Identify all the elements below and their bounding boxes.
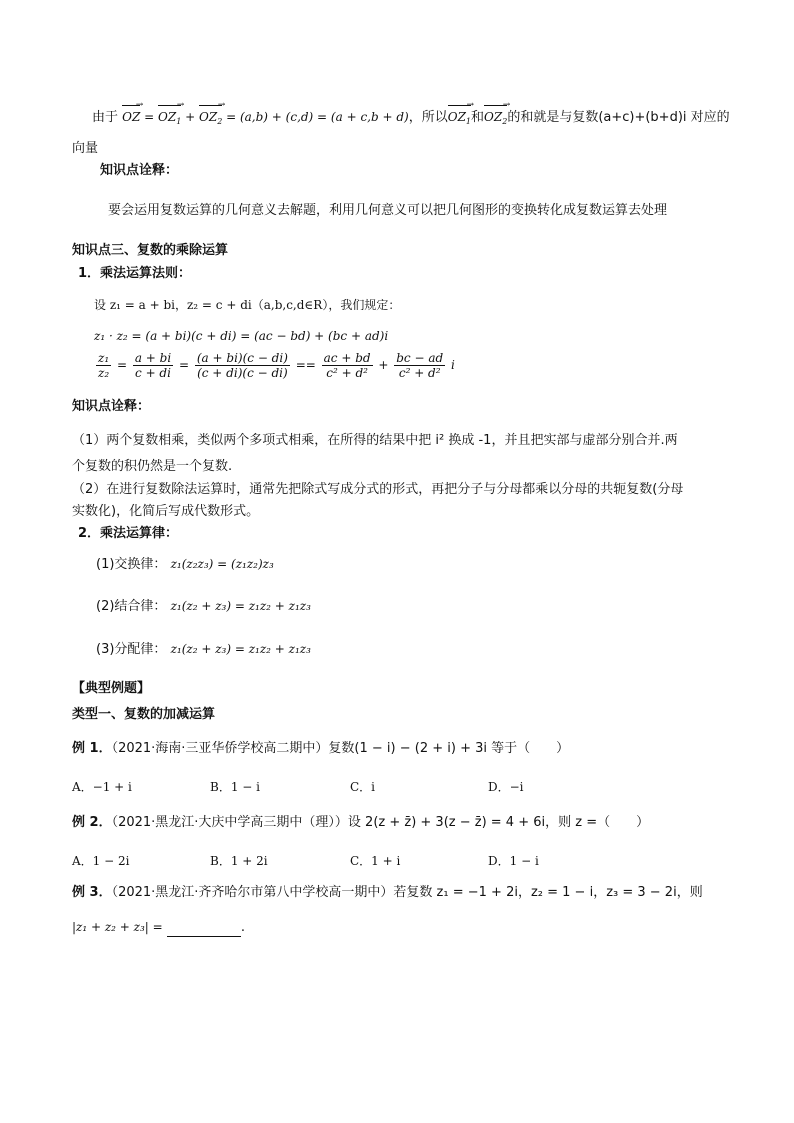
intro-line xyxy=(92,108,730,127)
law1-label: (1)交换律： xyxy=(96,557,167,572)
div-f1-num: a + bi xyxy=(134,351,172,365)
div-lhs-den: z₂ xyxy=(98,366,110,380)
intro-so-text: ，所以 xyxy=(408,110,448,125)
div-f3-den: c² + d² xyxy=(326,366,368,380)
setup-line: 设 z₁ = a + bi，z₂ = c + di（a,b,c,d∈R），我们规定： xyxy=(94,298,401,312)
example3-period: . xyxy=(240,920,246,935)
note2-p1-line1: （1）两个复数相乘，类似两个多项式相乘，在所得的结果中把 i² 换成 -1，并且把实部与虚部分别合并.两 xyxy=(72,433,678,448)
example3-answer-line xyxy=(72,918,245,937)
example2-option-c: C．1 + i xyxy=(350,854,401,868)
note1-body: 要会运用复数运算的几何意义去解题，利用几何意义可以把几何图形的变换转化成复数运算去处理 xyxy=(108,203,668,218)
example1-option-b: B．1 − i xyxy=(210,780,260,794)
div-lhs-num: z₁ xyxy=(98,351,110,365)
example1 xyxy=(72,740,569,758)
example3-expression: |z₁ + z₂ + z₃| = xyxy=(72,920,163,934)
example1-text: （2021·海南·三亚华侨学校高二期中）复数(1 − i) − (2 + i) + 3i 等于（ ） xyxy=(111,741,570,756)
div-f1-den: c + di xyxy=(135,366,171,380)
div-f4-num: bc − ad xyxy=(396,351,444,365)
example2-option-d: D．1 − i xyxy=(488,854,539,868)
note2-heading: 知识点诠释： xyxy=(72,399,151,414)
example3-label: 例 3． xyxy=(72,885,112,900)
div-f2-num: (a + bi)(c − di) xyxy=(196,351,288,365)
intro-prefix: 由于 xyxy=(92,110,119,125)
section3-title: 知识点三、复数的乘除运算 xyxy=(72,243,229,258)
vector-oz: OZ → xyxy=(122,108,140,126)
law1-expression: z₁(z₂z₃) = (z₁z₂)z₃ xyxy=(170,557,274,571)
note2-p1-line2: 个复数的积仍然是一个复数. xyxy=(72,459,233,474)
example1-option-c: C．i xyxy=(350,780,376,794)
div-f2-den: (c + di)(c − di) xyxy=(197,366,288,380)
equals-sign: = xyxy=(140,110,159,124)
example2-text: （2021·黑龙江·大庆中学高三期中（理））设 2(z + z̄) + 3(z − z̄) = 4 + 6i，则 z =（ ） xyxy=(111,815,650,830)
note1-heading: 知识点诠释： xyxy=(100,163,179,178)
answer-blank[interactable] xyxy=(167,924,241,937)
law2-label: (2)结合律： xyxy=(96,599,167,614)
vector-oz2: $OZ_2$ → xyxy=(199,108,222,126)
vector-oz2-b: $OZ_2$ → xyxy=(484,108,507,126)
rule2-title: 2．乘法运算律： xyxy=(78,526,179,541)
example2-option-b: B．1 + 2i xyxy=(210,854,268,868)
law2-expression: z₁(z₂ + z₃) = z₁z₂ + z₁z₃ xyxy=(170,599,311,613)
vector-oz1: $OZ_1$ → xyxy=(158,108,181,126)
example1-label: 例 1． xyxy=(72,741,112,756)
example3-text: （2021·黑龙江·齐齐哈尔市第八中学校高一期中）若复数 z₁ = −1 + 2i，z₂ = 1 − i，z₃ = 3 − 2i，则 xyxy=(111,885,703,900)
example2 xyxy=(72,814,649,832)
example1-option-d: D．−i xyxy=(488,780,524,794)
note2-p2-line1: （2）在进行复数除法运算时，通常先把除式写成分式的形式，再把分子与分母都乘以分母的共轭复数(分母 xyxy=(72,482,684,497)
div-f3-num: ac + bd xyxy=(323,351,371,365)
example2-label: 例 2． xyxy=(72,815,112,830)
intro-tail: 的和就是与复数(a+c)+(b+d)i 对应的 xyxy=(507,110,730,125)
law2-row xyxy=(96,597,311,616)
type1-title: 类型一、复数的加减运算 xyxy=(72,707,216,722)
example1-option-a: A．−1 + i xyxy=(72,780,132,794)
plus-sign: + xyxy=(181,110,199,124)
rule1-title: 1．乘法运算法则： xyxy=(78,266,192,281)
law3-expression: z₁(z₂ + z₃) = z₁z₂ + z₁z₃ xyxy=(170,642,311,656)
div-f4-den: c² + d² xyxy=(398,366,441,380)
division-formula: $\frac{\text{z₁}}{\text{z₂}}$ = $\frac{a + bi}{c + di}$ = $\frac{(a + bi)(c - di)}{(c + di)(c - di)}$ == $\frac{ac + bd}{\text{c² + d²}}$ + $\frac{bc - ad}{\text{c² + d²}}$ i xyxy=(98,351,455,380)
vector-oz1-b: $OZ_1$ → xyxy=(448,108,471,126)
examples-header: 【典型例题】 xyxy=(72,681,151,696)
intro-line2: 向量 xyxy=(72,141,99,156)
example3 xyxy=(72,884,703,902)
law3-row xyxy=(96,640,311,659)
intro-and-text: 和 xyxy=(471,110,485,125)
law1-row xyxy=(96,555,274,574)
multiplication-formula: z₁ · z₂ = (a + bi)(c + di) = (ac − bd) + (bc + ad)i xyxy=(94,329,389,343)
law3-label: (3)分配律： xyxy=(96,642,167,657)
note2-p2-line2: 实数化)，化简后写成代数形式。 xyxy=(72,504,260,519)
intro-formula: = (a,b) + (c,d) = (a + c,b + d) xyxy=(222,110,409,124)
example2-option-a: A．1 − 2i xyxy=(72,854,130,868)
